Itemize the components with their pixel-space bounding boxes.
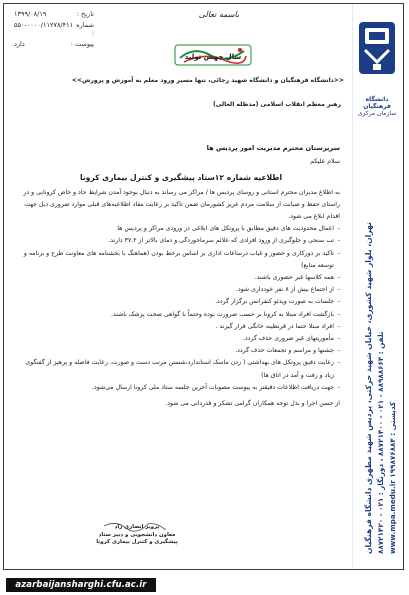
list-item: - رعایت دقیق پروتکل های بهداشتی ( زدن ماسک استاندارد،شستن مرتب دست و صورت، رعایت فاصله و پرهیز از گفتگوی زیاد و رفت و آمد در اتاق ها) <box>22 357 340 381</box>
list-item: - از اجتماع بیش از ۸ نفر خودداری شود. <box>22 284 340 296</box>
university-emblem-icon <box>355 20 399 98</box>
letter-meta <box>14 10 94 51</box>
list-item: - بازگشت افراد مبتلا به کرونا بر حسب ضرورت بوده وحتماً با گواهی صحت پزشک باشند. <box>22 309 340 321</box>
signature-block <box>92 524 182 547</box>
list-item: - افراد مبتلا حتما در قرنطینه خانگی قرار گیرند . <box>22 321 340 333</box>
university-name <box>357 96 397 117</box>
attachment-value: دارد <box>14 40 25 48</box>
signer-name: پرویز انصاری راد <box>114 524 160 530</box>
side-phone: تلفن : ۸۸۹۸۸۶۶۴ - ۰۲۱ - ۸۸۷۲۱۴۰۰ ، دورنگار : ۰۲۱ - ۸۸۷۲۱۴۲۰ <box>376 331 385 554</box>
attachment-label: پیوست : <box>70 40 94 48</box>
university-name-text: دانشگاه فرهنگیان <box>363 96 391 110</box>
letter-recipient: سرپرستان محترم مدیریت امور پردیس ها <box>206 144 340 152</box>
list-item: - جشنها و مراسم و تجمعات حذف گردد. <box>22 345 340 357</box>
list-item: - جلسات به صورت ویدئو کنفرانس برگزار گردد. <box>22 296 340 308</box>
number-label: شماره : <box>76 21 94 37</box>
side-web: www.mpa.medu.ir کدپستی : ۱۹۹۸۷۶۸۸۴ <box>388 401 397 554</box>
signer-role-2: پیشگیری و کنترل بیماری کرونا <box>96 539 178 546</box>
letter-items <box>22 223 340 394</box>
letter-page <box>3 3 404 570</box>
list-item: - تاکید بر دورکاری و حضور و غیاب درساعات اداری بر اساس برخط بودن (هماهنگ با بخشنامه های معاونت طرح و برنامه و توسعه منابع) <box>22 248 340 272</box>
meta-attachment <box>14 40 94 48</box>
footer-url: azarbaijansharghi.cfu.ac.ir <box>6 578 156 592</box>
slogan-attribution: رهبر معظم انقلاب اسلامی (مدظله العالی) <box>212 101 341 108</box>
university-sub-text: سازمان مرکزی <box>357 110 397 117</box>
meta-date <box>14 10 94 18</box>
letter-greeting: سلام علیکم <box>310 158 340 166</box>
list-item: - همه کلاسها غیر حضوری باشند. <box>22 272 340 284</box>
meta-number <box>14 21 94 37</box>
list-item: - مأموریتهای غیر ضروری حذف گردد. <box>22 333 340 345</box>
date-value: ۱۳۹۹/۰۸/۱۹ <box>14 10 47 18</box>
side-contact <box>357 124 397 554</box>
side-address: تهران، بلوار شهید کشوری، خیابان شهید حرکتی، پردیس شهید مطهری دانشگاه فرهنگیان <box>364 222 373 554</box>
svg-text:سال جهش تولید: سال جهش تولید <box>184 53 242 61</box>
list-item: - اعمال محدودیت های دقیق مطابق با پروتکل های ابلاغی در ورودی مراکز و پردیس ها <box>22 223 340 235</box>
letter-intro: به اطلاع مدیران محترم استانی و روسای پردیس ها / مراکز می رساند به دنبال بوجود آمدن شرایط حاد و خاص کرونایی و در راستای حفظ و صیانت از سلامت مردم عزیز کشورمان ضمن تاکید بر رعایت مفاد اطلاعیه‌های قبلی موارد ضروری ذیل جهت اقدام ابلاغ می شود. <box>23 188 340 221</box>
letter-title: اطلاعیه شماره ۱۲ستاد پیشگیری و کنترل بیماری کرونا <box>79 173 283 183</box>
letter-body <box>22 142 340 410</box>
slogan: <<دانشگاه فرهنگیان و دانشگاه شهید رجائی، تنها مسیر ورود معلم به آموزش و پرورش>> <box>71 77 344 84</box>
list-item: - جهت دریافت اطلاعات دقیقتر به پیوست مصوبات آخرین جلسه ستاد ملی کرونا ارسال می‌شود. <box>22 382 340 394</box>
letter-closing: از حسن اجرا و بذل توجه همکاران گرامی تشکر و قدردانی می شود. <box>165 400 340 408</box>
number-value: ۵۵۰-۰۰۰۰/۱۱۲۷۸/۴۱۱ <box>14 21 74 29</box>
basmala: باسمه تعالی <box>198 10 240 19</box>
signer-role-1: معاون دانشجویی و دبیر ستاد <box>98 531 176 538</box>
year-logo <box>174 42 252 68</box>
date-label: تاریخ : <box>76 10 94 18</box>
list-item: - تب سنجی و جلوگیری از ورود افرادی که علائم سرماخوردگی و دمای بالاتر از ۳۷.۲ دارند. <box>22 235 340 247</box>
